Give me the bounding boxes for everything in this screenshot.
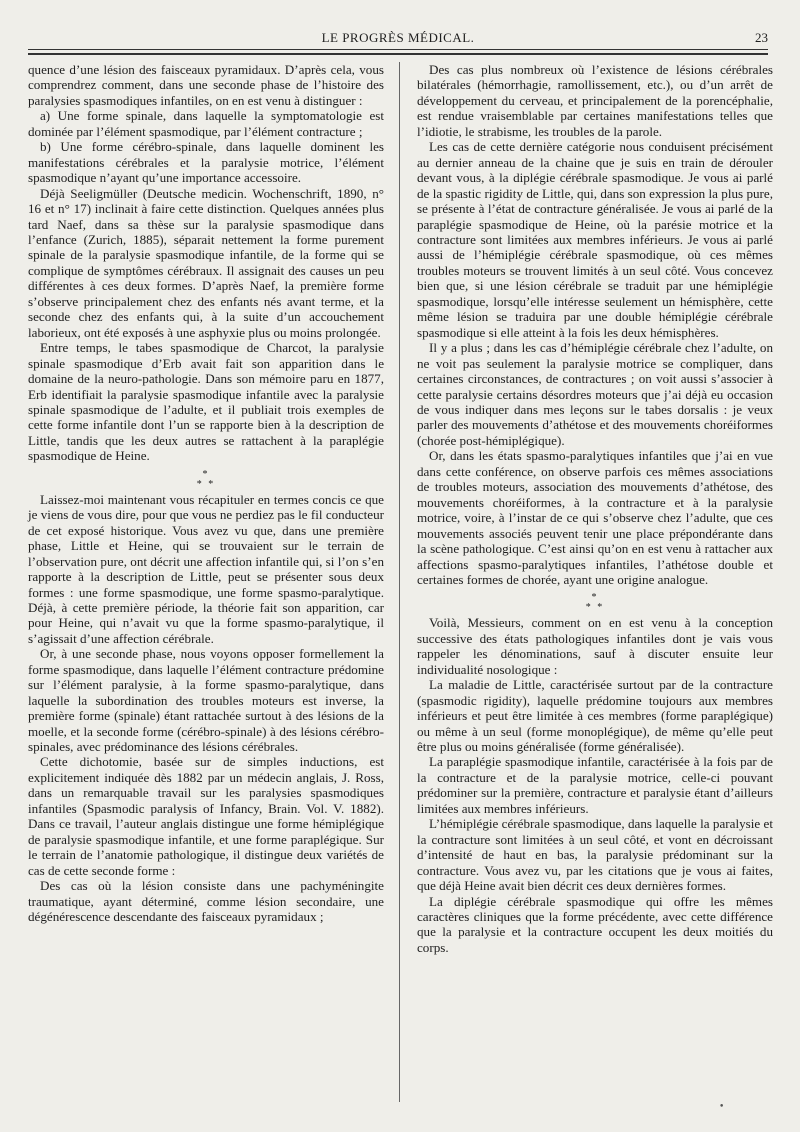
- ink-speck: •: [719, 1102, 725, 1112]
- right-column: [417, 62, 773, 955]
- paragraph: b) Une forme cérébro-spinale, dans laquelle dominent les manifestations cérébrales et la paralysie motrice, l’élément spasmodique n’ayant qu’une importance accessoire.: [28, 139, 384, 186]
- paragraph: L’hémiplégie cérébrale spasmodique, dans laquelle la paralysie et la contracture sont limitées à un seul côté, et vont en décroissant d’intensité de haut en bas, la paralysie prédominant sur la contracture. Vous avez vu, par les citations que je vous ai faites, que déjà Heine avait bien décrit ces deux dernières formes.: [417, 816, 773, 894]
- section-separator: * * *: [196, 468, 216, 490]
- paragraph: Cette dichotomie, basée sur de simples inductions, est explicitement indiquée dès 1882 par un médecin anglais, J. Ross, dans un remarquable travail sur les paralysies spasmodiques infantiles (Spasmodic paralysis of Infancy, Brain. Vol. V. 1882). Dans ce travail, l’auteur anglais distingue une forme hémiplégique de paralysie spasmodique infantile, et une forme paraplégique. Sur le terrain de l’anatomie pathologique, il distingue deux variétés de cas de cette seconde forme :: [28, 754, 384, 878]
- paragraph: Il y a plus ; dans les cas d’hémiplégie cérébrale chez l’adulte, on ne voit pas seulement la paralysie motrice se compliquer, dans certaines circonstances, de contractures ; on voit aussi s’associer à cette paralysie certains désordres moteurs que j’ai déjà eu occasion de vous indiquer dans mes leçons sur le tabes dorsalis : je veux parler des mouvements d’athétose et des mouvements choréiformes (chorée post-hémiplégique).: [417, 340, 773, 448]
- column-divider: [399, 62, 400, 1102]
- paragraph: Entre temps, le tabes spasmodique de Charcot, la paralysie spinale spasmodique d’Erb avait fait son apparition dans le domaine de la neuro-pathologie. Dans son mémoire paru en 1877, Erb identifiait la paralysie spasmodique infantile avec la paralysie spinale spasmodique de l’adulte, et il publiait trois exemples de cette forme infantile dont l’un se rapporte bien à la description de Little, tandis que les deux autres se rattachent à la paraplégie spasmodique de Heine.: [28, 340, 384, 464]
- paragraph: La maladie de Little, caractérisée surtout par de la contracture (spasmodic rigidity), laquelle prédomine toujours aux membres inférieurs et peut être limitée à ces membres (forme paraplégique) ou même à un seul (forme monoplégique), de même qu’elle peut être plus ou moins généralisée (forme généralisée).: [417, 677, 773, 755]
- paragraph: Voilà, Messieurs, comment on en est venu à la conception successive des états pathologiques infantiles dont je vais vous rappeler les dénominations, sauf à discuter ensuite leur individualité nosologique :: [417, 615, 773, 677]
- paragraph: Des cas plus nombreux où l’existence de lésions cérébrales bilatérales (hémorrhagie, ramollissement, etc.), ou d’un arrêt de développement du cerveau, et principalement de la porencéphalie, est rendue vraisemblable par certaines manifestations telles que l’idiotie, le strabisme, les troubles de la parole.: [417, 62, 773, 139]
- paragraph: La diplégie cérébrale spasmodique qui offre les mêmes caractères cliniques que la forme précédente, avec cette différence que la paralysie et la contracture occupent les deux moitiés du corps.: [417, 893, 773, 955]
- page-header: [28, 28, 768, 48]
- paragraph: a) Une forme spinale, dans laquelle la symptomatologie est dominée par l’élément spasmodique, par l’élément contracture ;: [28, 108, 384, 139]
- paragraph: Or, à une seconde phase, nous voyons opposer formellement la forme spasmodique, dans laquelle l’élément contracture prédomine sur l’élément paralysie, à la forme spasmo-paralytique, dans laquelle la subordination des troubles moteurs est inverse, la première forme (spinale) étant rattachée surtout à des lésions de la moelle, et la seconde forme (cérébro-spinale) à des lésions cérébro-spinales, avec prédominance des lésions cérébrales.: [28, 646, 384, 755]
- paragraph: Or, dans les états spasmo-paralytiques infantiles que j’ai en vue dans cette conférence, on observe parfois ces mêmes associations de troubles moteurs, association des mouvements d’athétose, des mouvements choréiformes, à la contracture et à la paralysie motrice, voire, à l’instar de ce qui s’observe chez l’adulte, que ces mouvements associés peuvent tenir une place prépondérante dans la scène pathologique. C’est ainsi qu’on en est venu à rattacher aux affections spasmo-paralytiques infantiles, l’athétose double et certaines formes de chorée, ayant une origine analogue.: [417, 448, 773, 587]
- paragraph: Des cas où la lésion consiste dans une pachyméningite traumatique, ayant déterminé, comme lésion secondaire, une dégénérescence descendante des faisceaux pyramidaux ;: [28, 878, 384, 925]
- section-separator: * * *: [585, 592, 605, 614]
- header-rule-thick: [28, 53, 768, 55]
- paragraph: La paraplégie spasmodique infantile, caractérisée à la fois par de la contracture et de la paralysie motrice, celle-ci pouvant prédominer sur la première, contracture et paralysie étant d’ailleurs limitées aux membres inférieurs.: [417, 754, 773, 816]
- header-rule-thin: [28, 49, 768, 50]
- paragraph: Les cas de cette dernière catégorie nous conduisent précisément au dernier anneau de la chaine que je suis en train de dérouler devant vous, à la diplégie cérébrale spasmodique. Je vous ai parlé de la spastic rigidity de Little, qui, dans son expression la plus pure, se présente à l’état de contracture généralisée. Je vous ai parlé de la paraplégie spasmodique de Heine, où la parésie motrice et la contracture sont limitées aux membres inférieurs. Je vous ai parlé aussi de l’hémiplégie cérébrale spasmodique, où ces mêmes troubles moteurs se trouvent limités à un seul côté. Vous concevez bien que, si une lésion cérébrale se traduit par une hémiplégie spasmodique, lorsqu’elle intéresse seulement un hémisphère, cette même lésion se traduira par une double hémiplégie cérébrale spasmodique si elle atteint à la fois les deux hémisphères.: [417, 139, 773, 340]
- paragraph: quence d’une lésion des faisceaux pyramidaux. D’après cela, vous comprendrez comment, dans une seconde phase de l’histoire des paralysies spasmodiques infantiles, on en est venu à distinguer :: [28, 62, 384, 108]
- paragraph: Déjà Seeligmüller (Deutsche medicin. Wochenschrift, 1890, n° 16 et n° 17) inclinait à faire cette distinction. Quelques années plus tard Naef, dans sa thèse sur la paralysie spasmodique dans l’enfance (Zurich, 1885), séparait nettement la forme purement spinale de la paralysie spasmodique infantile, de la forme qui se complique de symptômes cérébraux. Il assignait des causes un peu différentes à ces deux formes. D’après Naef, la première forme s’observe principalement chez des enfants nés avant terme, et la seconde chez des enfants qui, à la suite d’un accouchement laborieux, ont été exposés à une asphyxie plus ou moins prolongée.: [28, 185, 384, 340]
- paragraph: Laissez-moi maintenant vous récapituler en termes concis ce que je viens de vous dire, pour que vous ne perdiez pas le fil conducteur de cet exposé historique. Vous avez vu que, dans une première phase, Little et Heine, qui se trouvaient sur le terrain de l’observation pure, ont décrit une affection infantile qui, si l’on s’en rapporte à la description de Little, peut se présenter sous deux formes : une forme spasmodique, une forme spasmo-paralytique. Déjà, à cette première période, la théorie fait son apparition, car pour Heine, qui n’avait vu que la forme spasmo-paralytique, il s’agissait d’une affection cérébrale.: [28, 491, 384, 646]
- page-number: 23: [755, 30, 768, 45]
- left-column: [28, 62, 384, 924]
- running-title: LE PROGRÈS MÉDICAL.: [321, 30, 475, 45]
